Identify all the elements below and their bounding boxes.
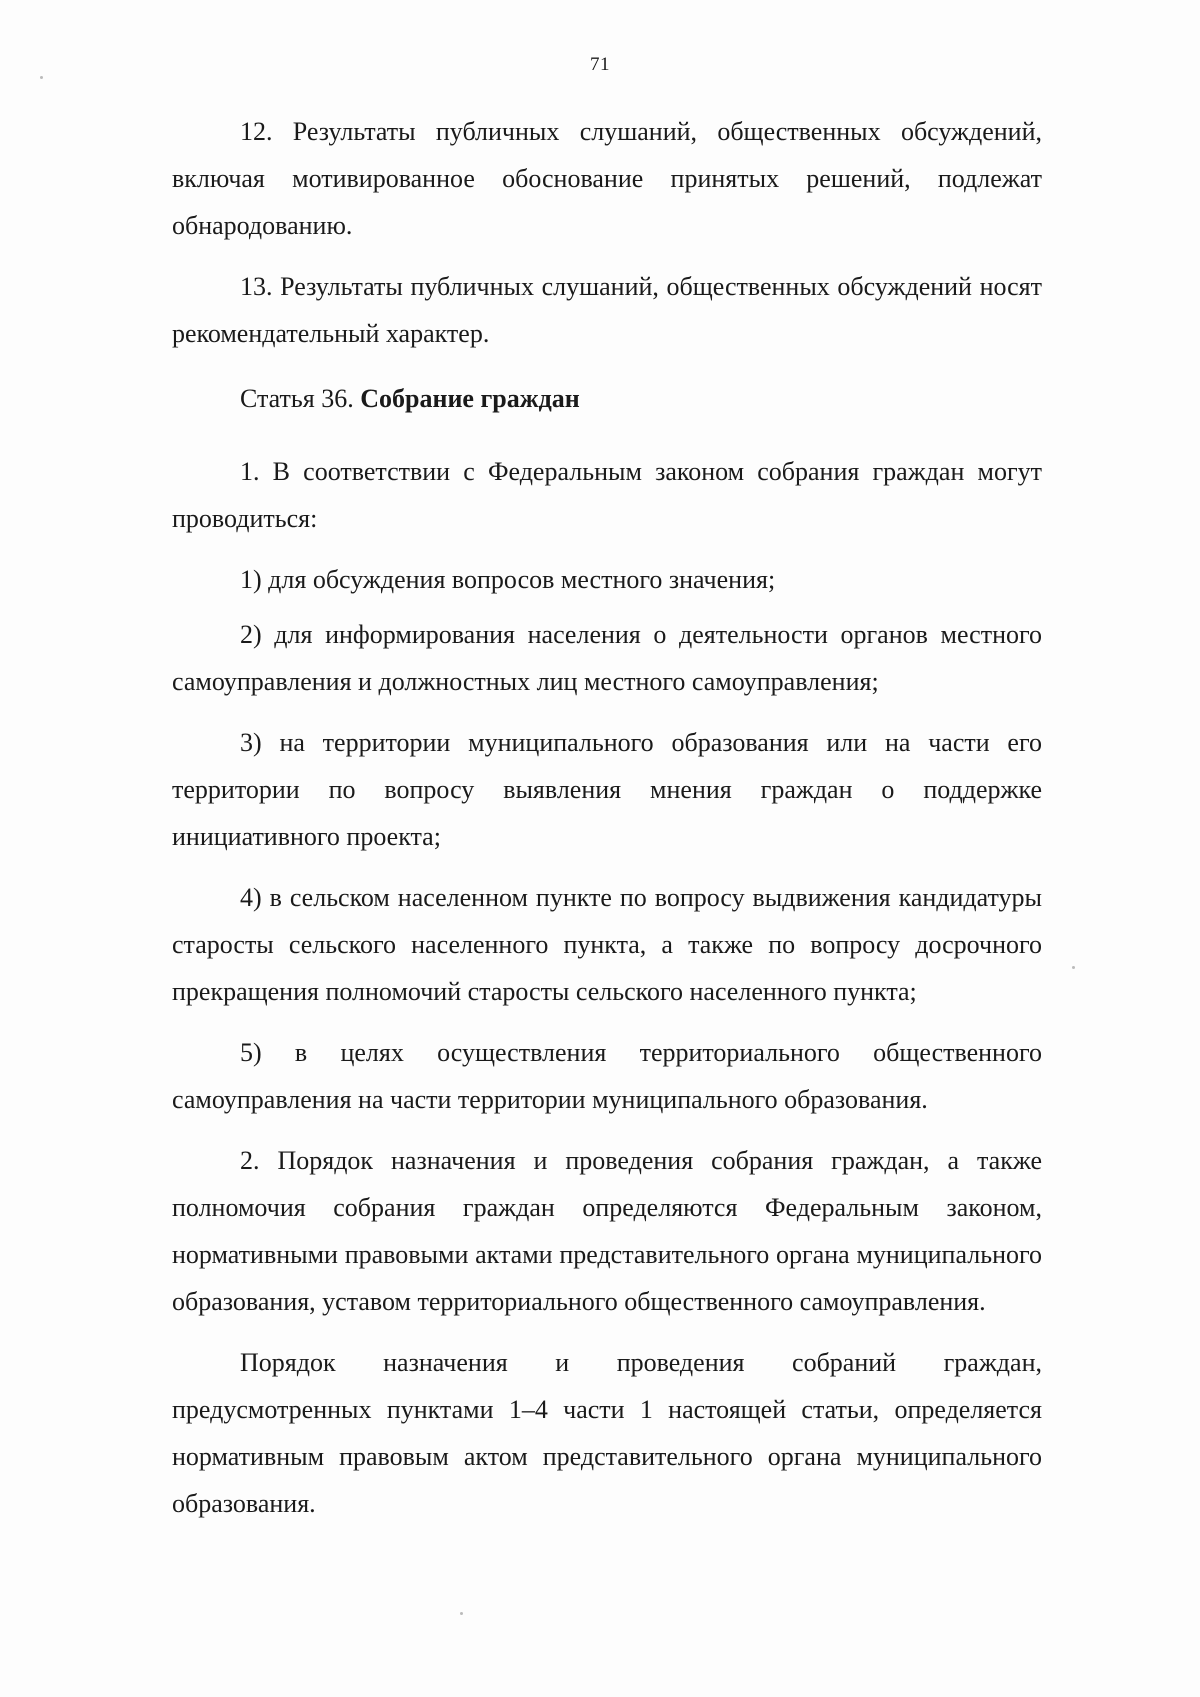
- article-paragraph-procedure: Порядок назначения и проведения собраний граждан, предусмотренных пунктами 1–4 части 1 настоящей статьи, определяется нормативным правовым актом представительного органа муниципального образования.: [172, 1348, 1042, 1518]
- document-body: [172, 108, 1042, 1541]
- list-item-4: 4) в сельском населенном пункте по вопросу выдвижения кандидатуры старосты сельского населенного пункта, а также по вопросу досрочного прекращения полномочий старосты сельского населенного пункта;: [172, 883, 1042, 1006]
- scan-speck: [1072, 966, 1075, 969]
- list-item-1: 1) для обсуждения вопросов местного значения;: [240, 565, 776, 594]
- article-paragraph-2: 2. Порядок назначения и проведения собрания граждан, а также полномочия собрания граждан определяются Федеральным законом, нормативными правовыми актами представительного органа муниципального образования, уставом территориального общественного самоуправления.: [172, 1146, 1042, 1316]
- scan-speck: [40, 76, 43, 79]
- paragraph-13: 13. Результаты публичных слушаний, общественных обсуждений носят рекомендательный характер.: [172, 272, 1042, 348]
- list-item-5: 5) в целях осуществления территориального общественного самоуправления на части территории муниципального образования.: [172, 1038, 1042, 1114]
- article-number: Статья 36.: [240, 384, 354, 413]
- article-title: Собрание граждан: [360, 384, 580, 413]
- scan-speck: [460, 1612, 463, 1615]
- page-number: 71: [590, 54, 610, 75]
- list-item-2: 2) для информирования населения о деятельности органов местного самоуправления и должностных лиц местного самоуправления;: [172, 620, 1042, 696]
- list-item-3: 3) на территории муниципального образования или на части его территории по вопросу выявления мнения граждан о поддержке инициативного проекта;: [172, 728, 1042, 851]
- article-paragraph-1: 1. В соответствии с Федеральным законом собрания граждан могут проводиться:: [172, 457, 1042, 533]
- paragraph-12: 12. Результаты публичных слушаний, общественных обсуждений, включая мотивированное обоснование принятых решений, подлежат обнародованию.: [172, 117, 1042, 240]
- article-heading: [172, 375, 1042, 422]
